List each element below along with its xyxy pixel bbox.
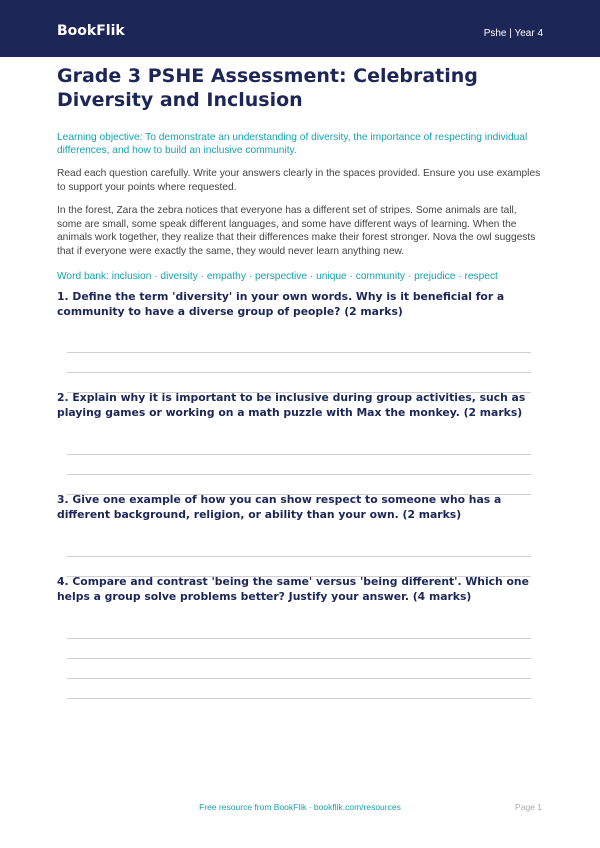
footer-link[interactable]: Free resource from BookFlik · bookflik.com/resources	[199, 802, 401, 812]
instructions: Read each question carefully. Write your answers clearly in the spaces provided. Ensure you use examples to support your points where requested.	[57, 168, 541, 193]
story-passage: In the forest, Zara the zebra notices that everyone has a different set of stripes. Some animals are tall, some are small, some speak different languages, and some have different ways of learning. When the animals work together, they realize that their differences make their forest stronger. Nova the owl suggests that if everyone were exactly the same, they would never learn anything new.	[57, 205, 536, 257]
word-bank: Word bank: inclusion · diversity · empathy · perspective · unique · community · prejudice · respect	[57, 271, 498, 282]
subject-year: Pshe | Year 4	[483, 28, 543, 39]
answer-line[interactable]	[67, 698, 531, 699]
brand-logo: BookFlik	[57, 23, 125, 39]
answer-line[interactable]	[67, 352, 531, 353]
intro-section	[57, 64, 543, 283]
answer-line[interactable]	[67, 556, 531, 557]
answer-line[interactable]	[67, 372, 531, 373]
top-banner	[0, 0, 600, 57]
learning-objective: Learning objective: To demonstrate an understanding of diversity, the importance of respecting individual differences, and how to build an inclusive community.	[57, 132, 528, 156]
page-number: Page 1	[515, 802, 542, 812]
answer-line[interactable]	[67, 638, 531, 639]
question-3: 3. Give one example of how you can show respect to someone who has a different background, religion, or ability than your own. (2 marks)	[57, 493, 502, 521]
question-4: 4. Compare and contrast 'being the same' versus 'being different'. Which one helps a group solve problems better? Justify your answer. (4 marks)	[57, 575, 529, 603]
answer-line[interactable]	[67, 678, 531, 679]
answer-line[interactable]	[67, 474, 531, 475]
page-title: Grade 3 PSHE Assessment: Celebrating Diversity and Inclusion	[57, 65, 478, 111]
question-2: 2. Explain why it is important to be inclusive during group activities, such as playing games or working on a math puzzle with Max the monkey. (2 marks)	[57, 391, 526, 419]
question-1: 1. Define the term 'diversity' in your own words. Why is it beneficial for a community to have a diverse group of people? (2 marks)	[57, 290, 505, 318]
answer-line[interactable]	[67, 658, 531, 659]
answer-line[interactable]	[67, 454, 531, 455]
